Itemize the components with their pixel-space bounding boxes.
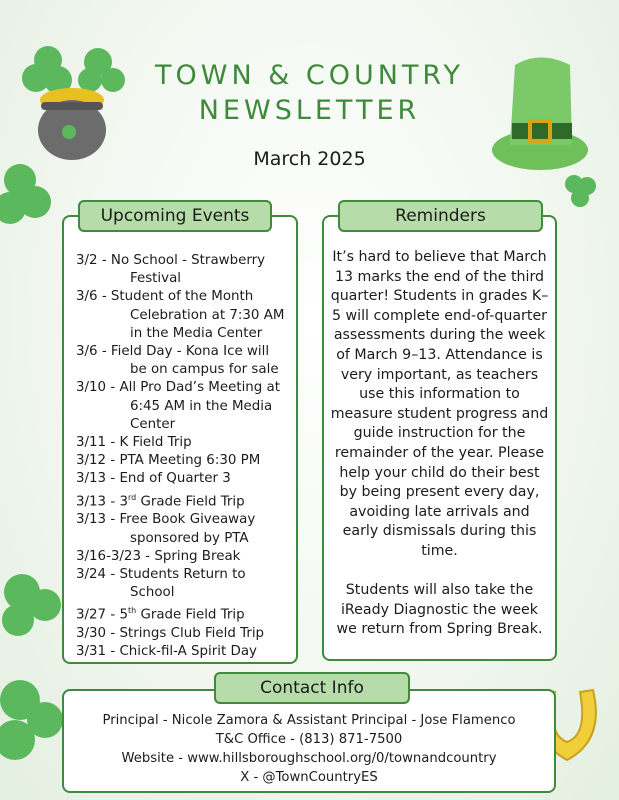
event-text-continued: School — [130, 585, 175, 601]
events-list — [76, 252, 296, 661]
event-item: 3/13 - 3rd Grade Field Trip — [76, 492, 245, 510]
event-text: Strings Club Field Trip — [119, 626, 265, 641]
event-date: 3/30 — [76, 626, 107, 641]
contact-office-phone: T&C Office - (813) 871-7500 — [215, 732, 403, 747]
event-item: 3/12 - PTA Meeting 6:30 PM — [76, 453, 261, 469]
event-date: 3/27 — [76, 607, 107, 623]
contact-principals: Principal - Nicole Zamora & Assistant Principal - Jose Flamenco — [102, 713, 516, 728]
ordinal-suffix: rd — [127, 492, 137, 502]
issue-date: March 2025 — [253, 148, 366, 170]
reminders-panel — [322, 215, 557, 661]
event-date: 3/6 — [76, 344, 98, 360]
event-text: End of Quarter 3 — [119, 471, 231, 487]
contact-info-panel — [62, 689, 556, 793]
event-text: Chick-fil-A Spirit Day — [119, 644, 257, 660]
event-date: 3/31 — [76, 644, 107, 660]
event-text: All Pro Dad’s Meeting at — [119, 380, 281, 396]
event-text-continued: 6:45 AM in the Media Center — [130, 398, 273, 432]
event-text: Grade Field Trip — [136, 494, 245, 510]
event-text-continued: be on campus for sale — [130, 362, 279, 378]
event-date: 3/13 — [76, 494, 107, 510]
event-date: 3/6 — [76, 289, 98, 305]
event-item: 3/27 - 5th Grade Field Trip — [76, 606, 245, 623]
event-text-continued: sponsored by PTA — [130, 530, 249, 546]
reminder-paragraph: Students will also take the iReady Diagnostic the week we return from Spring Break. — [336, 582, 543, 638]
upcoming-events-heading: Upcoming Events — [78, 200, 272, 232]
event-item: 3/31 - Chick-fil-A Spirit Day — [76, 644, 257, 660]
event-date: 3/24 — [76, 566, 107, 582]
event-date: 3/11 — [76, 435, 107, 451]
contact-x-handle[interactable]: X - @TownCountryES — [240, 770, 378, 785]
event-item: 3/2 - No School - Strawberry Festival — [76, 252, 296, 288]
event-text: Students Return to — [119, 566, 246, 582]
event-item: 3/6 - Student of the Month Celebration at 7:30 AM in the Media Center — [76, 288, 296, 343]
newsletter-title-line2: NEWSLETTER — [198, 95, 421, 126]
event-text: Student of the Month — [110, 289, 254, 305]
event-item: 3/16-3/23 - Spring Break — [76, 548, 241, 564]
reminders-heading: Reminders — [338, 200, 543, 232]
event-text-continued: Celebration at 7:30 AM in the Media Center — [130, 307, 285, 341]
reminder-paragraph: It’s hard to believe that March 13 marks the end of the third quarter! Students in grades K–5 will complete end-of-quarter assessments during the week of March 9–13. Attendance is very important, as teachers use this information to measure student progress and guide instruction for the remainder of the year. Please help your child do their best by being present every day, avoiding late arrivals and early dismissals during this time. — [330, 249, 549, 559]
event-date: 3/2 — [76, 253, 98, 268]
upcoming-events-panel — [62, 215, 298, 664]
event-text-continued: Festival — [130, 271, 182, 287]
event-text: K Field Trip — [119, 435, 192, 451]
event-text: Field Day - Kona Ice will — [110, 344, 270, 360]
newsletter-title-line1: TOWN & COUNTRY — [155, 60, 464, 91]
event-item: 3/10 - All Pro Dad’s Meeting at 6:45 AM in the Media Center — [76, 379, 296, 434]
event-text: Grade Field Trip — [136, 607, 245, 623]
contact-website[interactable]: Website - www.hillsboroughschool.org/0/townandcountry — [121, 751, 497, 766]
event-text: Free Book Giveaway — [119, 512, 256, 528]
event-text: PTA Meeting 6:30 PM — [119, 453, 261, 469]
clover-icon — [0, 570, 70, 800]
event-text: Spring Break — [154, 548, 241, 564]
event-item: 3/24 - Students Return to School — [76, 566, 296, 602]
event-item: 3/11 - K Field Trip — [76, 435, 192, 451]
clover-icon — [560, 170, 600, 210]
event-date: 3/12 — [76, 453, 107, 469]
event-item: 3/30 - Strings Club Field Trip — [76, 626, 265, 641]
event-date: 3/10 — [76, 380, 107, 396]
ordinal-suffix: th — [127, 606, 137, 616]
event-text: No School - Strawberry — [110, 253, 266, 268]
grade-number: 5 — [119, 607, 128, 623]
grade-number: 3 — [119, 494, 128, 510]
contact-info-heading: Contact Info — [214, 672, 410, 704]
event-item: 3/13 - Free Book Giveaway sponsored by PTA — [76, 511, 296, 547]
event-date: 3/16-3/23 — [76, 548, 141, 564]
event-item: 3/6 - Field Day - Kona Ice will be on campus for sale — [76, 343, 296, 379]
event-date: 3/13 — [76, 512, 107, 528]
clover-icon — [0, 160, 60, 240]
event-date: 3/13 — [76, 471, 107, 487]
event-item: 3/13 - End of Quarter 3 — [76, 471, 231, 487]
